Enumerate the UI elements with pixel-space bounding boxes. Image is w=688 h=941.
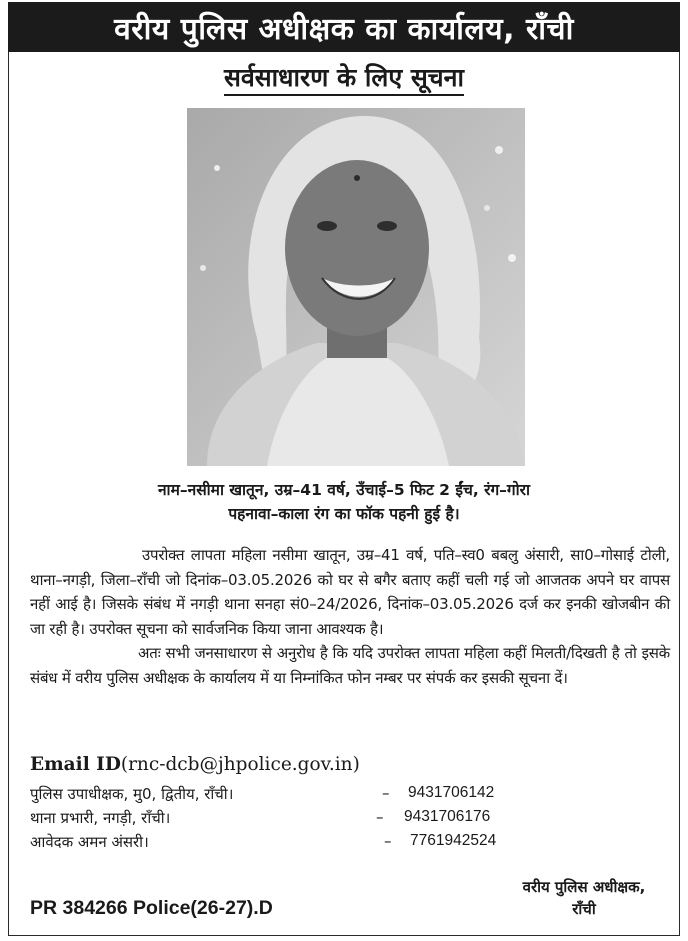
contact-row	[30, 808, 590, 832]
contact-phone[interactable]: 9431706142	[408, 784, 495, 801]
email-address[interactable]: (rnc-dcb@jhpolice.gov.in)	[120, 754, 360, 775]
body-paragraph-1: उपरोक्त लापता महिला नसीमा खातून, उम्र–41 वर्ष, पति–स्व0 बबलु अंसारी, सा0–गोसाई टोली, थाना–नगड़ी, जिला–राँची जो दिनांक–03.05.2026 को घर से बगैर बताए कहीं चली गई जो आजतक अपने घर वापस नहीं आई है। जिसके संबंध में नगड़ी थाना सनहा सं0–24/2026, दिनांक–03.05.2026 दर्ज कर इनकी खोजबीन की जा रही है। उपरोक्त सूचना को सार्वजनिक किया जाना आवश्यक है।	[30, 546, 670, 638]
notice-subtitle-text: सर्वसाधारण के लिए सूचना	[224, 63, 464, 96]
signatory-block	[486, 876, 682, 920]
email-label: Email ID	[30, 754, 121, 775]
contact-label: आवेदक अमन अंसरी।	[30, 833, 149, 851]
contact-phone[interactable]: 7761942524	[410, 832, 497, 849]
contact-label: थाना प्रभारी, नगड़ी, राँची।	[30, 809, 171, 827]
missing-person-photo	[187, 108, 525, 466]
pr-code: PR 384266 Police(26-27).D	[30, 897, 273, 919]
portrait-image	[187, 108, 525, 466]
signatory-title: वरीय पुलिस अधीक्षक,	[522, 878, 646, 896]
notice-body	[30, 543, 670, 691]
notice-subtitle	[0, 60, 688, 94]
contact-row	[30, 832, 590, 856]
description-line-2: पहनावा–काला रंग का फॉक पहनी हुई है।	[228, 505, 460, 523]
contact-label: पुलिस उपाधीक्षक, मु0, द्वितीय, राँची।	[30, 785, 234, 803]
contact-dash: –	[376, 808, 384, 826]
office-title: वरीय पुलिस अधीक्षक का कार्यालय, राँची	[114, 11, 574, 47]
contact-row	[30, 784, 590, 808]
contact-dash: –	[384, 832, 392, 850]
signatory-place: राँची	[572, 900, 596, 918]
body-paragraph-2: अतः सभी जनसाधारण से अनुरोध है कि यदि उपरोक्त लापता महिला कहीं मिलती/दिखती है तो इसके संबंध में वरीय पुलिस अधीक्षक के कार्यालय में या निम्नांकित फोन नम्बर पर संपर्क कर इसकी सूचना दें।	[30, 644, 670, 687]
office-header	[8, 2, 680, 52]
contact-phone[interactable]: 9431706176	[404, 808, 491, 825]
description-line-1: नाम–नसीमा खातून, उम्र–41 वर्ष, उँचाई–5 फिट 2 ईंच, रंग–गोरा	[157, 481, 531, 499]
contact-list	[30, 784, 590, 856]
contact-dash: –	[382, 784, 390, 802]
email-line	[30, 754, 360, 775]
person-description	[14, 478, 674, 526]
